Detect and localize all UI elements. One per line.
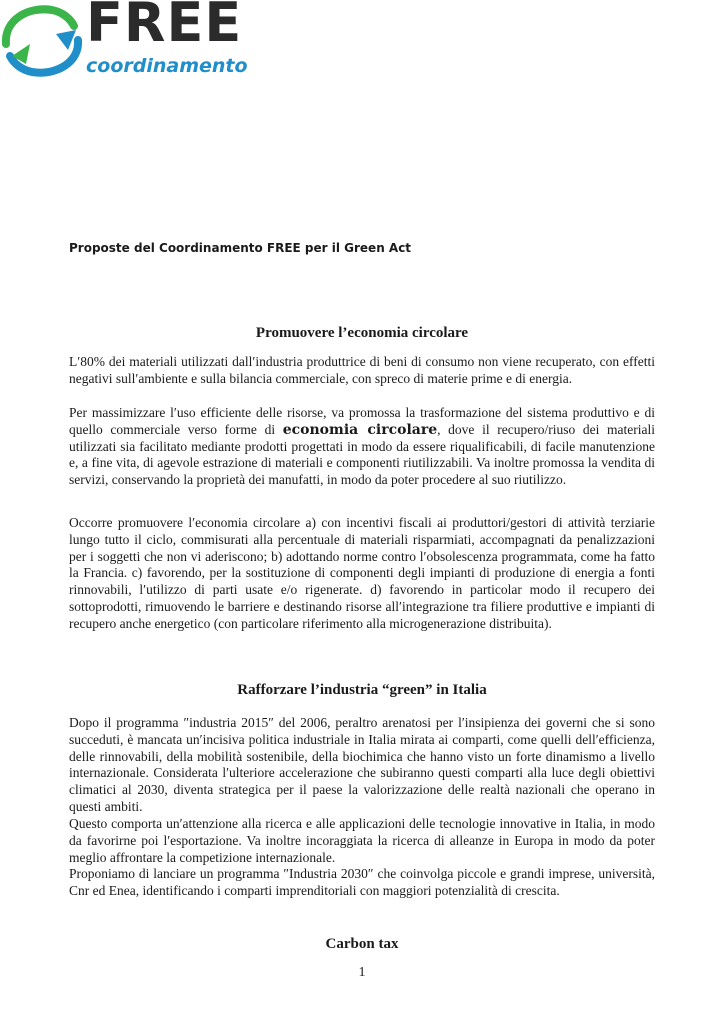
free-logo [0,0,248,85]
logo-subtitle: coordinamento [86,55,248,77]
paragraph: Proponiamo di lanciare un programma ″Industria 2030″ che coinvolga piccole e grandi imprese, università, Cnr ed Enea, identificando i comparti imprenditoriali con maggiori potenzialità di crescita. [69,866,655,898]
highlight-economia-circolare: economia circolare [282,421,438,438]
logo-wordmark: FREE [86,0,243,54]
section-heading-industria-green: Rafforzare l’industria “green” in Italia [237,682,487,698]
section-heading-carbon-tax: Carbon tax [325,936,399,952]
paragraph: Dopo il programma ″industria 2015″ del 2006, peraltro arenatosi per l′insipienza dei governi che si sono succeduti, è mancata un′incisiva politica industriale in Italia mirata ai comparti, come quelli dell′efficienza, delle rinnovabili, della mobilità sostenibile, della biochimica che hanno visto un forte dinamismo a livello internazionale. Considerata l′ulteriore accelerazione che subiranno questi comparti alla luce degli obiettivi climatici al 2030, diventa strategica per il paese la valorizzazione delle realtà nazionali che operano in questi ambiti. [69,715,655,814]
paragraph: Questo comporta un′attenzione alla ricerca e alle applicazioni delle tecnologie innovative in Italia, in modo da favorirne poi l′esportazione. Va inoltre incoraggiata la ricerca di alleanze in Europa in modo da poter meglio affrontare la competizione internazionale. [69,816,655,865]
recycle-arrows-icon [0,0,84,82]
paragraph: L′80% dei materiali utilizzati dall′industria produttrice di beni di consumo non viene recuperato, con effetti negativi sull′ambiente e sulla bilancia commerciale, con spreco di materie prime e di energia. [69,354,655,386]
page-number: 1 [358,965,366,980]
paragraph-text: , dove il recupero/riuso dei materiali utilizzati sia facilitato mediante prodotti progettati in modo da essere riqualificabili, di facile manutenzione e, a fine vita, di agevole estrazione di materiali e componenti riutilizzabili. Va inoltre promossa la vendita di servizi, conservando la proprietà dei manufatti, in modo da poter procedere al suo riutilizzo. [69,421,655,488]
paragraph [69,405,655,489]
paragraph-text: Per massimizzare l′uso efficiente delle risorse, va promossa la trasformazione del sistema produttivo e di quello commerciale verso forme di [69,405,655,437]
section-heading-economia-circolare: Promuovere l’economia circolare [255,325,469,341]
document-title: Proposte del Coordinamento FREE per il Green Act [69,241,412,255]
paragraph: Occorre promuovere l′economia circolare a) con incentivi fiscali ai produttori/gestori di attività terziarie lungo tutto il ciclo, commisurati alla percentuale di materiali risparmiati, accompagnati da penalizzazioni per i soggetti che non vi aderiscono; b) adottando norme contro l′obsolescenza programmata, come ha fatto la Francia. c) favorendo, per la sostituzione di componenti degli impianti di produzione di energia a fonti rinnovabili, l′utilizzo di parti usate e/o rigenerate. d) favorendo in particolar modo il recupero dei sottoprodotti, rimuovendo le barriere e destinando risorse all′integrazione tra filiere produttive e impianti di recupero anche energetico (con particolare riferimento alla microgenerazione distribuita). [69,515,655,631]
